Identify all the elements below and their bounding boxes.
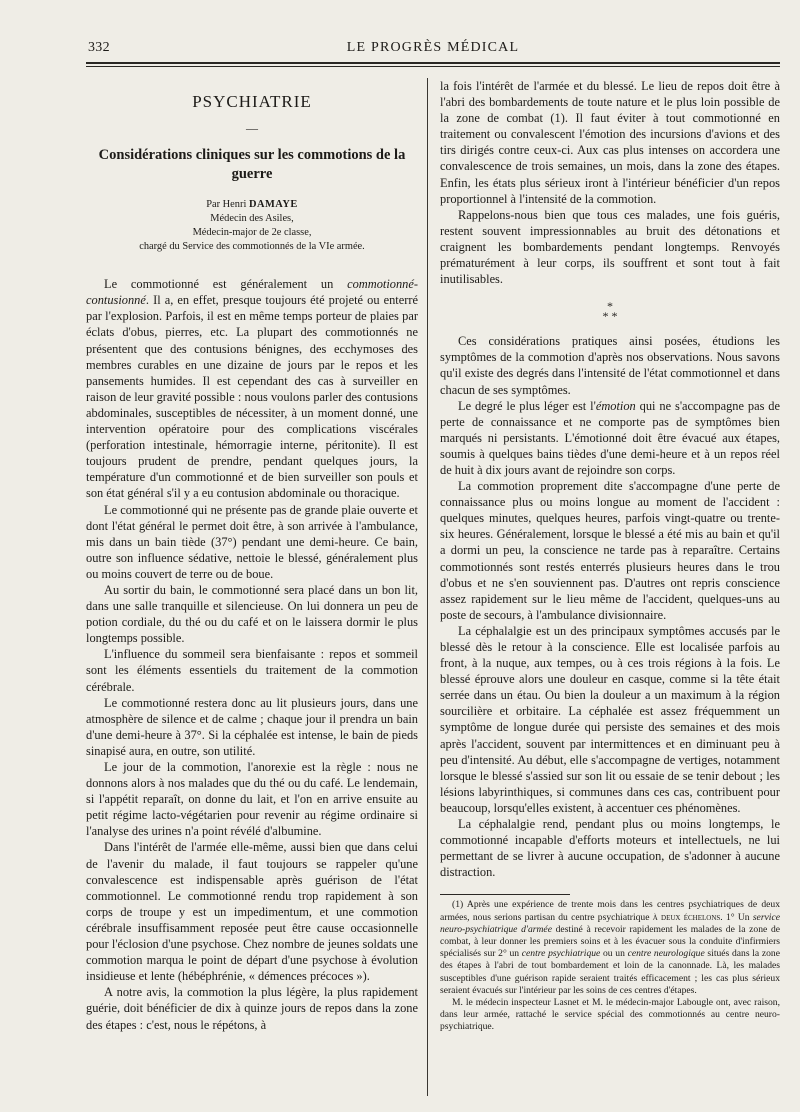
text-run: (1) Après une expérience de trente mois dans les centres psychiatriques de deux armées, nous serions partisan du centre psychiatrique (440, 899, 780, 923)
text-run: Le degré le plus léger est l' (458, 398, 596, 413)
paragraph: A notre avis, la commotion la plus légère, la plus rapidement guérie, doit bénéficier de dix à quinze jours de repos dans la zone des étapes : c'est, nous le répétons, à (86, 985, 418, 1032)
text-run: qui ne s'accompagne pas de perte de connaissance et ne comporte pas de symptômes bien marqués ni persistants. L'émotionné doit être évacué aux étapes, soumis à quelques bains tièdes d'une demi-heure et à un repos réel de huit à dix jours avant de rejoindre son corps. (440, 398, 780, 477)
paragraph (440, 398, 780, 478)
paragraph: la fois l'intérêt de l'armée et du blessé. Le lieu de repos doit être à l'abri des bombardements de toute nature et le plus loin possible de la zone de combat (1). Il faut éviter à tout commotionné en traitement ou convalescent l'émotion des incursions d'avions et des tirs dirigés contre ceux-ci. Aux cas plus intenses on accordera une convalescence de trois semaines, un mois, dans la zone des étapes. Enfin, les états plus sérieux iront à l'intérieur bénéficier d'un repos proportionnel à l'intensité de la commotion. (440, 79, 780, 206)
section-title: PSYCHIATRIE (192, 92, 312, 111)
italic-term: centre psychiatrique (521, 948, 601, 960)
paragraph: La céphalalgie est un des principaux symptômes accusés par le blessé dès le retour à la conscience. Elle est localisée parfois au front, à la nuque, aux tempes, ou à ces trois régions à la fois. Le blessé éprouve alors une douleur en casque, comme si la tête était serrée dans un étau. Ou bien la douleur a un maximum à la région sourcilière et orbitaire. La céphalée est assez fréquemment un symptôme de longue durée qui persiste des semaines et des mois après l'accident, souvent par intermittences et en diminuant peu à peu d'intensité. Au début, elle s'accompagne de vertiges, notamment lorsque le blessé s'assied sur son lit ou essaie de se tenir debout ; les lésions labyrinthiques, si communes dans ces cas, contribuent pour beaucoup, lorsqu'elles existent, à accentuer ces phénomènes. (440, 623, 780, 815)
article-title: Considérations cliniques sur les commotions de la guerre (98, 147, 406, 183)
paragraph: Le commotionné qui ne présente pas de grande plaie ouverte et dont l'état général le permet doit être, à son arrivée à l'ambulance, mis dans un bain tiède (37°) pendant une demi-heure. Ce bain, outre son influence sédative, nettoie le blessé, généralement plus ou moins couvert de terre ou de boue. (86, 502, 418, 581)
paragraph: Rappelons-nous bien que tous ces malades, une fois guéris, restent souvent impressionnables au bruit des détonations et craignent les bombardements pendant longtemps. Renvoyés prématurément à leur corps, ils souffrent et sont tout à fait inutilisables. (440, 207, 780, 287)
byline (86, 198, 418, 254)
byline-role-2: Médecin-major de 2e classe, (192, 227, 312, 239)
paragraph: Ces considérations pratiques ainsi posées, étudions les symptômes de la commotion d'après nos observations. Nous savons qu'il existe des degrés dans l'intensité de l'état commotionnel et dans chacun de ses symptômes. (440, 334, 780, 397)
left-column (86, 78, 418, 1033)
text-run: Le commotionné est généralement un (104, 277, 348, 292)
text-run: situés dans la zone des étapes à l'abri de tout bombardement et loin de la canonnade. Là, les malades susceptibles d'une guérison rapide seraient traités efficacement ; les cas plus sérieux seraient évacués sur l'intérieur par les soins de ces centres d'étapes. (440, 948, 780, 996)
asterism (440, 299, 780, 324)
footnote-text: M. le médecin inspecteur Lasnet et M. le médecin-major Labougle ont, avec raison, dans leur armée, rattaché le service spécial des commotionnés au centre neuro-psychiatrique. (440, 997, 780, 1033)
text-run: . 1° Un (720, 911, 753, 923)
italic-term: commotionné-contusionné (86, 277, 418, 308)
running-header (88, 38, 778, 62)
asterism-bottom: * * (602, 309, 618, 324)
header-rule (86, 62, 780, 64)
text-run: . Il a, en effet, presque toujours été projeté ou enterré par l'explosion. Parfois, il est en même temps porteur de plaies par éclats d'obus, pierres, etc. La plupart des commotionnés ne présentent que des contusions bénignes, des ecchymoses des membres curables en une dizaine de jours par le repos et les pansements humides. Il est cependant des cas à surveiller en raison de leur gravité possible : nous voulons parler des contusions abdominales, susceptibles de nécessiter, à un moment donné, une intervention opératoire pour des complications viscérales (perforation intestinale, hémorragie interne, péritonite). Il est toujours prudent de prendre, pendant quelques jours, la température d'un commotionné et de bien surveiller son pouls et son état général s'il y a eu contusion abdominale ou thoracique. (86, 293, 418, 501)
paragraph: Le jour de la commotion, l'anorexie est la règle : nous ne donnons alors à nos malades que du thé ou du café. Le lendemain, si l'appétit reparaît, on donne du lait, et l'on en arrive ensuite au petit régime lacto-végétarien pour revenir au régime ordinaire si l'analyse des urines n'a point révélé d'albumine. (86, 760, 418, 839)
text-run: ou un (600, 948, 628, 960)
journal-title: LE PROGRÈS MÉDICAL (346, 40, 520, 55)
page-number: 332 (88, 40, 110, 55)
paragraph: Dans l'intérêt de l'armée elle-même, aussi bien que dans celui de l'avenir du malade, il faut toujours se rappeler qu'une convalescence est indispensable après guérison de l'état commotionnel. Le commotionné rendu trop rapidement à son corps de troupe y est un impedimentum, et une commotion cérébrale insuffisamment reposée peut être cause occasionnelle pour l'éclosion d'une psychose. Chez nombre de jeunes soldats une commotion marqua le point de départ d'une psychose à évolution insidieuse et lente (hébéphrénie, « démences précoces »). (86, 840, 418, 984)
asterism-top: * (607, 299, 613, 314)
right-column (440, 78, 780, 1034)
header-rule-thin (86, 66, 780, 67)
paragraph (86, 276, 418, 501)
footnote-text (440, 899, 780, 997)
byline-role-1: Médecin des Asiles, (210, 213, 294, 225)
italic-term: émotion (595, 398, 636, 413)
footnote (440, 899, 780, 1033)
paragraph: La céphalalgie rend, pendant plus ou moins longtemps, le commotionné incapable d'efforts moteurs et intellectuels, ne lui permettant de se livrer à aucune occupation, de s'adonner à aucune distraction. (440, 817, 780, 880)
paragraph: L'influence du sommeil sera bienfaisante : repos et sommeil sont les éléments essentiels du traitement de la commotion cérébrale. (86, 647, 418, 694)
byline-role-3: chargé du Service des commotionnés de la VIe armée. (139, 241, 365, 253)
title-separator: — (246, 121, 258, 136)
column-divider (427, 78, 428, 1096)
paragraph: Au sortir du bain, le commotionné sera placé dans un bon lit, dans une salle tranquille et silencieuse. On lui donnera un peu de potion cordiale, du thé ou du café et on le laissera dormir le plus longtemps possible. (86, 582, 418, 646)
paragraph: Le commotionné restera donc au lit plusieurs jours, dans une atmosphère de silence et de calme ; chaque jour il prendra un bain d'une demi-heure à 37°. Si la céphalée est intense, le bain de pieds sinapisé aura, en outre, son utilité. (86, 695, 418, 758)
byline-author-line (86, 198, 418, 212)
footnote-rule (440, 894, 570, 895)
italic-term: service neuro-psychiatrique d'armée (440, 911, 780, 935)
italic-term: centre neurologique (627, 948, 705, 960)
author-name: DAMAYE (248, 199, 298, 211)
small-caps-run: à deux échelons (652, 911, 721, 923)
text-run: destiné à recevoir rapidement les malades de la zone de combat, à leur donner les premiers soins et à les évacuer sous la conduite d'infirmiers spécialisés sur 2° un (440, 923, 780, 960)
paragraph: La commotion proprement dite s'accompagne d'une perte de connaissance plus ou moins longue au moment de l'accident : quelques minutes, quelques heures, parfois vingt-quatre ou trente-six heures. Généralement, lorsque le blessé a été mis au bain et qu'il a dormi un peu, la conscience ne tarde pas à reparaître. Certains commotionnés sont restés enterrés plusieurs heures dans le trou d'obus et ne s'en souviennent pas. D'autres ont repris conscience assez rapidement sur le lieu même de l'accident, quelques-uns au poste de secours, à l'ambulance divisionnaire. (440, 479, 780, 622)
byline-prefix: Par Henri (206, 199, 247, 211)
